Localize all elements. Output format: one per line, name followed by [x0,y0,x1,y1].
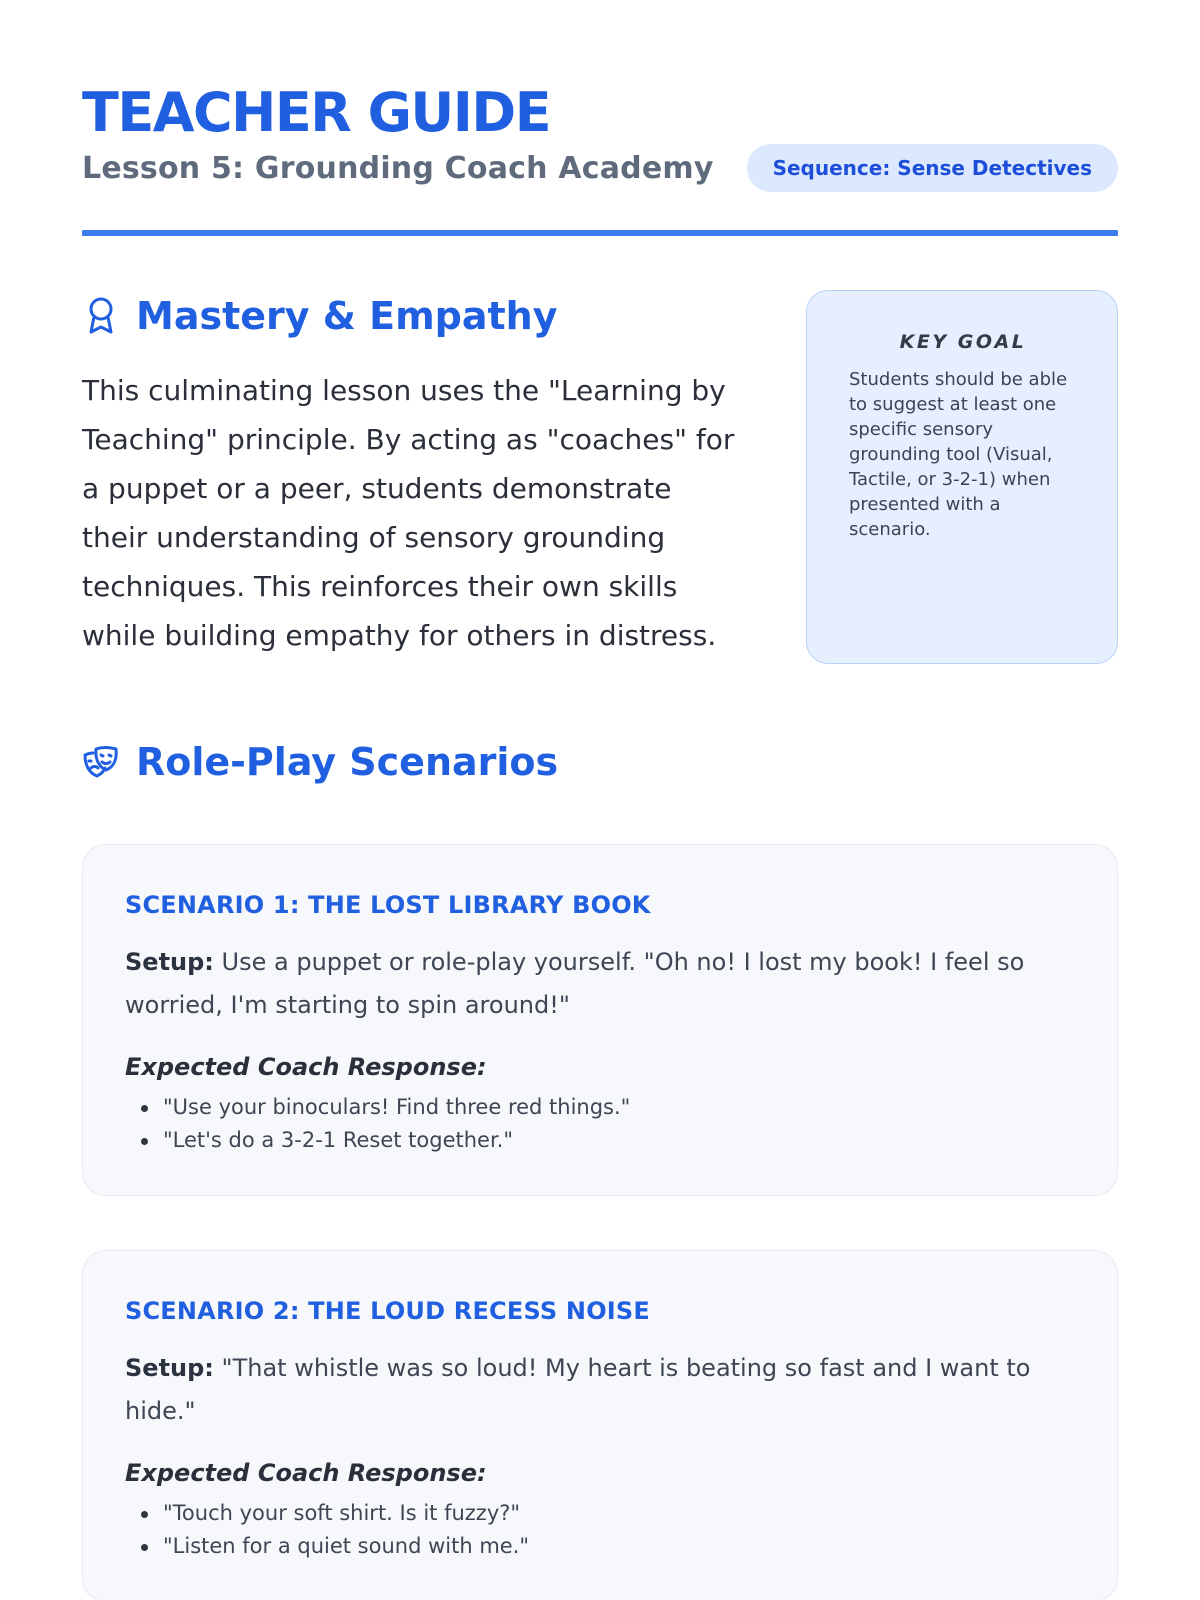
list-item: "Listen for a quiet sound with me." [141,1530,1075,1563]
sequence-badge: Sequence: Sense Detectives [747,144,1118,192]
response-label: Expected Coach Response: [125,1459,487,1487]
list-item: "Let's do a 3-2-1 Reset together." [141,1124,1075,1157]
roleplay-heading-text: Role-Play Scenarios [136,740,559,784]
mastery-heading-text: Mastery & Empathy [136,294,558,338]
response-list [125,1091,1075,1157]
document-title: TEACHER GUIDE [82,81,551,144]
setup-label: Setup: [125,948,214,976]
theater-masks-icon [82,741,120,783]
mastery-heading [82,290,742,342]
setup-text: Use a puppet or role-play yourself. "Oh no! I lost my book! I feel so worried, I'm starting to spin around!" [125,948,1025,1019]
header-row [82,144,1118,192]
scenario-setup [125,941,1075,1027]
key-goal-title: KEY GOAL [899,331,1027,353]
mastery-content [82,290,742,664]
key-goal-text: Students should be able to suggest at least one specific sensory grounding tool (Visual, Tactile, or 3-2-1) when presented with a scenario. [849,369,1068,540]
scenario-card [82,844,1118,1196]
mastery-section [82,290,1118,664]
list-item: "Use your binoculars! Find three red things." [141,1091,1075,1124]
response-label: Expected Coach Response: [125,1053,487,1081]
award-ribbon-icon [82,295,120,337]
roleplay-heading [82,736,1118,788]
setup-label: Setup: [125,1354,214,1382]
setup-text: "That whistle was so loud! My heart is beating so fast and I want to hide." [125,1354,1031,1425]
list-item: "Touch your soft shirt. Is it fuzzy?" [141,1497,1075,1530]
scenario-setup [125,1347,1075,1433]
scenario-title: SCENARIO 1: THE LOST LIBRARY BOOK [125,891,651,919]
scenario-card [82,1250,1118,1600]
key-goal-card [806,290,1118,664]
header-divider [82,230,1118,236]
response-list [125,1497,1075,1563]
scenario-title: SCENARIO 2: THE LOUD RECESS NOISE [125,1297,651,1325]
lesson-subtitle: Lesson 5: Grounding Coach Academy [82,150,714,186]
mastery-paragraph: This culminating lesson uses the "Learning by Teaching" principle. By acting as "coaches" for a puppet or a peer, students demonstrate their understanding of sensory grounding techniques. This reinforces their own skills while building empathy for others in distress. [82,374,735,652]
